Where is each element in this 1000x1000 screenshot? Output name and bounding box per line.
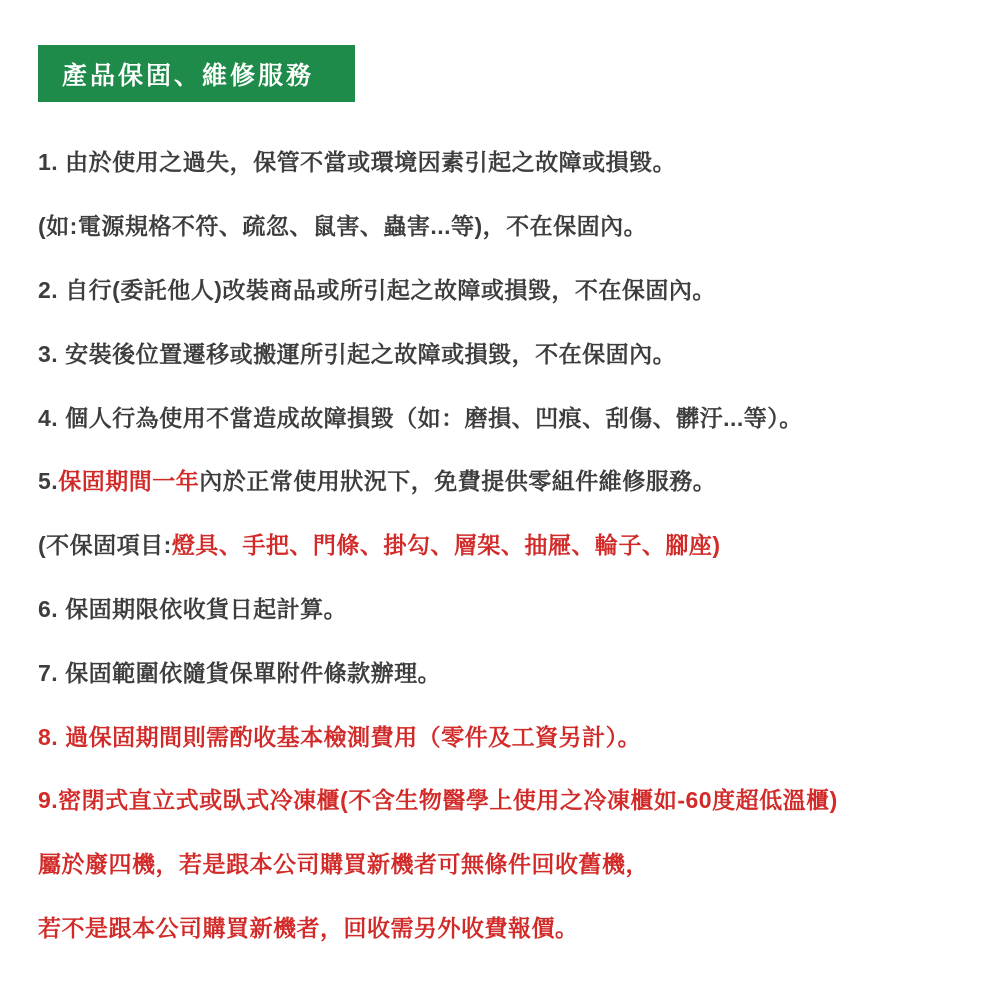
list-item-segment: 7. 保固範圍依隨貨保單附件條款辦理。	[38, 659, 442, 686]
list-item-segment: (如:電源規格不符、疏忽、鼠害、蟲害...等)，不在保固內。	[38, 213, 648, 240]
list-item-segment: 燈具、手把、門條、掛勾、層架、抽屜、輪子、腳座)	[171, 532, 721, 559]
list-item-segment: 4. 個人行為使用不當造成故障損毀（如：磨損、凹痕、刮傷、髒汙...等）。	[38, 404, 803, 431]
warranty-header-badge	[38, 45, 355, 102]
list-item-segment: 內於正常使用狀況下，免費提供零組件維修服務。	[199, 468, 717, 495]
list-item	[38, 705, 980, 769]
list-item-segment: 6. 保固期限依收貨日起計算。	[38, 595, 348, 622]
list-item	[38, 195, 980, 259]
list-item-segment: 5.	[38, 468, 59, 495]
list-item-segment: 屬於廢四機，若是跟本公司購買新機者可無條件回收舊機，	[38, 851, 649, 878]
list-item-segment: 9.密閉式直立式或臥式冷凍櫃(不含生物醫學上使用之冷凍櫃如-60度超低溫櫃)	[38, 787, 838, 814]
list-item-segment: 3. 安裝後位置遷移或搬運所引起之故障或損毀，不在保固內。	[38, 340, 677, 367]
list-item-segment: 2. 自行(委託他人)改裝商品或所引起之故障或損毀，不在保固內。	[38, 276, 716, 303]
list-item	[38, 450, 980, 514]
list-item	[38, 769, 980, 833]
page-title: 產品保固、維修服務	[62, 61, 315, 90]
list-item	[38, 259, 980, 323]
list-item	[38, 322, 980, 386]
list-item	[38, 386, 980, 450]
list-item	[38, 641, 980, 705]
list-item	[38, 578, 980, 642]
list-item-segment: 若不是跟本公司購買新機者，回收需另外收費報價。	[38, 914, 579, 941]
list-item	[38, 833, 980, 897]
list-item	[38, 131, 980, 195]
list-item	[38, 514, 980, 578]
list-item-segment: 保固期間一年	[58, 468, 200, 495]
warranty-terms-list	[38, 131, 980, 960]
list-item-segment: 1. 由於使用之過失，保管不當或環境因素引起之故障或損毀。	[38, 149, 677, 176]
list-item-segment: (不保固項目:	[38, 532, 172, 559]
list-item-segment: 8. 過保固期間則需酌收基本檢測費用（零件及工資另計）。	[38, 723, 642, 750]
list-item	[38, 897, 980, 961]
